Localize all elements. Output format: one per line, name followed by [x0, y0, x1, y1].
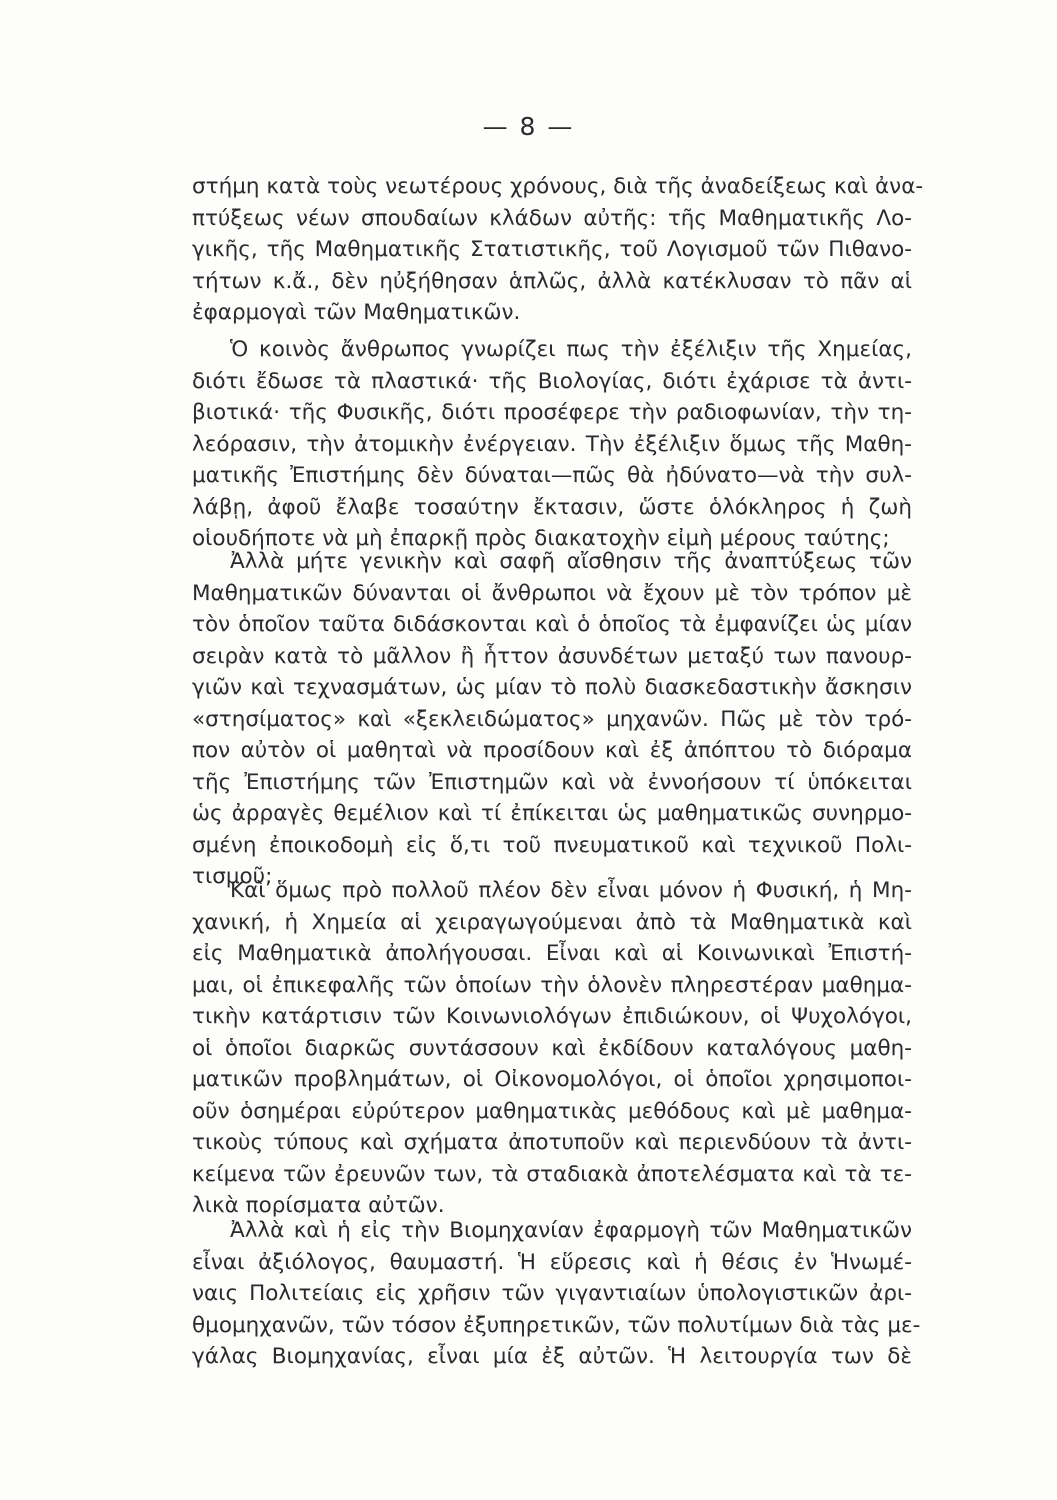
text-line: πον αὐτὸν οἱ μαθηταὶ νὰ προσίδουν καὶ ἐξ ἀπόπτου τὸ διόραμα	[192, 738, 912, 763]
text-line: οῦν ὁσημέραι εὐρύτερον μαθηματικὰς μεθόδους καὶ μὲ μαθημα-	[192, 1098, 912, 1124]
text-line: γικῆς, τῆς Μαθηματικῆς Στατιστικῆς, τοῦ Λογισμοῦ τῶν Πιθανο-	[192, 237, 912, 262]
text-line: μαι, οἱ ἐπικεφαλῆς τῶν ὁποίων τὴν ὁλονὲν πληρεστέραν μαθημα-	[192, 972, 912, 998]
text-line: τήτων κ.ἄ., δὲν ηὐξήθησαν ἁπλῶς, ἀλλὰ κατέκλυσαν τὸ πᾶν αἱ	[192, 268, 912, 294]
text-line: γάλας Βιομηχανίας, εἶναι μία ἐξ αὐτῶν. Ἡ λειτουργία των δὲ	[192, 1344, 912, 1369]
text-line: τῆς Ἐπιστήμης τῶν Ἐπιστημῶν καὶ νὰ ἐννοήσουν τί ὑπόκειται	[192, 769, 912, 795]
text-line: ματικῆς Ἐπιστήμης δὲν δύναται—πῶς θὰ ἠδύνατο—νὰ τὴν συλ-	[192, 463, 912, 488]
text-line: χανική, ἡ Χημεία αἱ χειραγωγούμεναι ἀπὸ τὰ Μαθηματικὰ καὶ	[192, 909, 912, 935]
text-line: τὸν ὁποῖον ταῦτα διδάσκονται καὶ ὁ ὁποῖος τὰ ἐμφανίζει ὡς μίαν	[192, 612, 912, 637]
paragraph-4	[192, 875, 912, 1222]
text-line: Μαθηματικῶν δύνανται οἱ ἄνθρωποι νὰ ἔχουν μὲ τὸν τρόπον μὲ	[192, 580, 912, 606]
text-line: τικὴν κατάρτισιν τῶν Κοινωνιολόγων ἐπιδιώκουν, οἱ Ψυχολόγοι,	[192, 1004, 912, 1029]
text-line: Καὶ ὅμως πρὸ πολλοῦ πλέον δὲν εἶναι μόνον ἡ Φυσική, ἡ Μη-	[230, 878, 912, 903]
text-line: διότι ἔδωσε τὰ πλαστικά· τῆς Βιολογίας, διότι ἐχάρισε τὰ ἀντι-	[192, 368, 912, 394]
text-line: στήμη κατὰ τοὺς νεωτέρους χρόνους, διὰ τῆς ἀναδείξεως καὶ ἀνα-	[192, 174, 924, 199]
text-line: σμένη ἐποικοδομὴ εἰς ὅ,τι τοῦ πνευματικοῦ καὶ τεχνικοῦ Πολι-	[192, 832, 912, 858]
text-line: σειρὰν κατὰ τὸ μᾶλλον ἢ ἧττον ἀσυνδέτων μεταξύ των πανουρ-	[192, 643, 912, 669]
text-line: λικὰ πορίσματα αὐτῶν.	[192, 1193, 445, 1218]
paragraph-2	[192, 334, 912, 555]
paragraph-3	[192, 546, 912, 893]
text-line: τικοὺς τύπους καὶ σχήματα ἀποτυποῦν καὶ περιενδύουν τὰ ἀντι-	[192, 1130, 912, 1155]
text-line: λάβῃ, ἀφοῦ ἔλαβε τοσαύτην ἔκτασιν, ὥστε ὁλόκληρος ἡ ζωὴ	[192, 494, 912, 520]
text-line: οἱουδήποτε νὰ μὴ ἐπαρκῇ πρὸς διακατοχὴν εἰμὴ μέρους ταύτης;	[192, 526, 890, 551]
text-line: εἶναι ἀξιόλογος, θαυμαστή. Ἡ εὕρεσις καὶ ἡ θέσις ἐν Ἡνωμέ-	[192, 1249, 912, 1275]
text-line: Ὁ κοινὸς ἄνθρωπος γνωρίζει πως τὴν ἐξέλιξιν τῆς Χημείας,	[230, 337, 912, 362]
text-line: εἰς Μαθηματικὰ ἀπολήγουσαι. Εἶναι καὶ αἱ Κοινωνικαὶ Ἐπιστή-	[192, 941, 912, 966]
text-line: «στησίματος» καὶ «ξεκλειδώματος» μηχανῶν. Πῶς μὲ τὸν τρό-	[192, 706, 912, 732]
text-line: ἐφαρμογαὶ τῶν Μαθηματικῶν.	[192, 300, 521, 325]
text-line: ὡς ἀρραγὲς θεμέλιον καὶ τί ἐπίκειται ὡς μαθηματικῶς συνηρμο-	[192, 801, 912, 826]
text-line: Ἀλλὰ καὶ ἡ εἰς τὴν Βιομηχανίαν ἐφαρμογὴ τῶν Μαθηματικῶν	[230, 1218, 912, 1243]
text-line: πτύξεως νέων σπουδαίων κλάδων αὐτῆς: τῆς Μαθηματικῆς Λο-	[192, 205, 912, 231]
text-line: ματικῶν προβλημάτων, οἱ Οἰκονομολόγοι, οἱ ὁποῖοι χρησιμοποι-	[192, 1067, 912, 1092]
text-line: τισμοῦ;	[192, 864, 273, 889]
page-number: — 8 —	[482, 112, 575, 141]
text-line: θμομηχανῶν, τῶν τόσον ἐξυπηρετικῶν, τῶν πολυτίμων διὰ τὰς με-	[192, 1312, 921, 1338]
text-line: ναις Πολιτείαις εἰς χρῆσιν τῶν γιγαντιαίων ὑπολογιστικῶν ἀρι-	[192, 1281, 912, 1306]
text-line: Ἀλλὰ μήτε γενικὴν καὶ σαφῆ αἴσθησιν τῆς ἀναπτύξεως τῶν	[230, 549, 912, 574]
paragraph-1	[192, 171, 924, 329]
text-line: βιοτικά· τῆς Φυσικῆς, διότι προσέφερε τὴν ραδιοφωνίαν, τὴν τη-	[192, 400, 912, 425]
text-line: κείμενα τῶν ἐρευνῶν των, τὰ σταδιακὰ ἀποτελέσματα καὶ τὰ τε-	[192, 1161, 912, 1187]
text-line: γιῶν καὶ τεχνασμάτων, ὡς μίαν τὸ πολὺ διασκεδαστικὴν ἄσκησιν	[192, 675, 912, 700]
text-line: λεόρασιν, τὴν ἀτομικὴν ἐνέργειαν. Τὴν ἐξέλιξιν ὅμως τῆς Μαθη-	[192, 431, 912, 457]
text-line: οἱ ὁποῖοι διαρκῶς συντάσσουν καὶ ἐκδίδουν καταλόγους μαθη-	[192, 1035, 912, 1061]
paragraph-5	[192, 1215, 921, 1373]
